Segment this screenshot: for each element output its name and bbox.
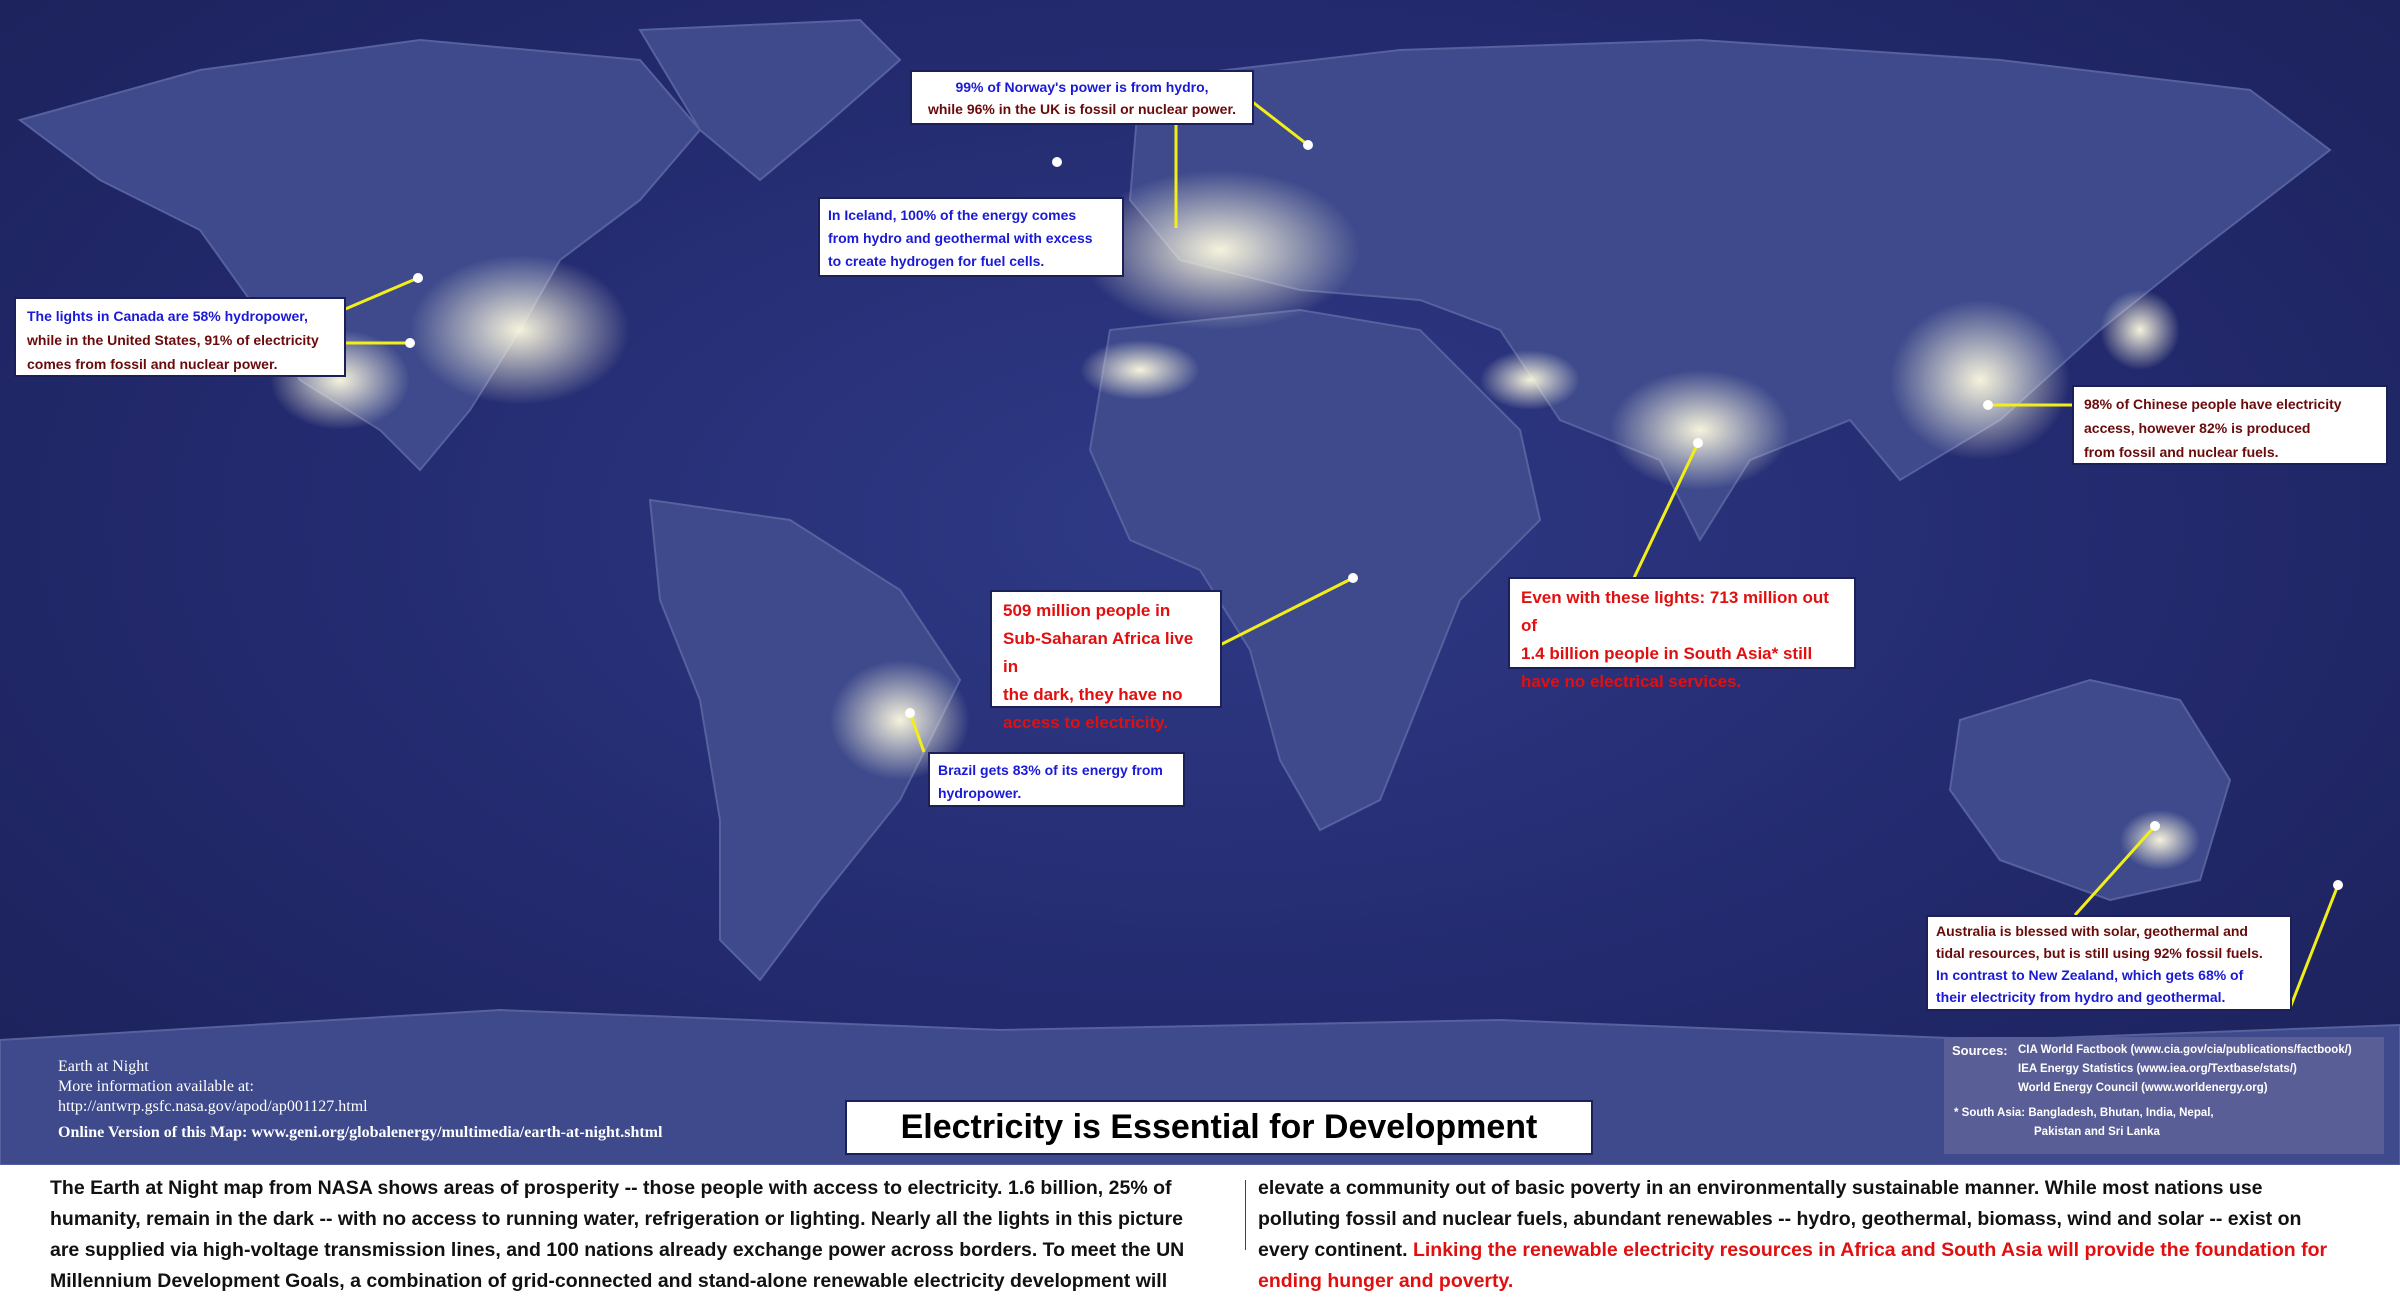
callout-south-asia xyxy=(1508,577,1856,691)
callout-africa xyxy=(990,590,1222,732)
callout-south-asia-line3: have no electrical services. xyxy=(1521,672,1742,691)
callout-canada-line1: The lights in Canada are 58% hydropower, xyxy=(27,308,308,324)
description-text xyxy=(0,1165,2400,1300)
credit-url[interactable]: http://antwrp.gsfc.nasa.gov/apod/ap001127.html xyxy=(58,1098,368,1115)
callout-australia-line3: In contrast to New Zealand, which gets 68% of xyxy=(1936,967,2244,983)
source-item: CIA World Factbook (www.cia.gov/cia/publications/factbook/) xyxy=(2018,1044,2352,1056)
callout-iceland-line2: from hydro and geothermal with excess xyxy=(828,230,1093,246)
callout-australia-line2: tidal resources, but is still using 92% fossil fuels. xyxy=(1936,945,2263,961)
callout-brazil-line2: hydropower. xyxy=(938,785,1022,801)
highlight-line-1: Linking the renewable electricity resources in Africa and South Asia will provide the foundation for xyxy=(1412,1239,2328,1261)
description-line: polluting fossil and nuclear fuels, abundant renewables -- hydro, geothermal, biomass, wind and solar -- exist on xyxy=(1258,1208,2302,1230)
description-line-3-start: every continent. xyxy=(1258,1239,1408,1261)
credit-online-version[interactable]: Online Version of this Map: www.geni.org/globalenergy/multimedia/earth-at-night.shtml xyxy=(58,1124,663,1141)
callout-australia-nz xyxy=(1926,915,2292,1011)
callout-iceland-line1: In Iceland, 100% of the energy comes xyxy=(828,207,1077,223)
callout-canada-us xyxy=(14,297,346,377)
callout-china-line2: access, however 82% is produced xyxy=(2084,420,2311,436)
callout-africa-line4: access to electricity. xyxy=(1003,713,1169,732)
credit-title: Earth at Night xyxy=(58,1058,149,1075)
callout-south-asia-line2: 1.4 billion people in South Asia* still xyxy=(1521,644,1813,663)
callout-norway-line2: while 96% in the UK is fossil or nuclear power. xyxy=(927,101,1237,117)
australia-landmass xyxy=(1950,680,2230,900)
map-credit xyxy=(58,1057,662,1143)
callout-canada-line3: comes from fossil and nuclear power. xyxy=(27,356,278,372)
callout-australia-line1: Australia is blessed with solar, geothermal and xyxy=(1936,923,2248,939)
callout-brazil xyxy=(928,752,1185,807)
callout-iceland-line3: to create hydrogen for fuel cells. xyxy=(828,253,1045,269)
callout-china-line1: 98% of Chinese people have electricity xyxy=(2084,396,2342,412)
description-column-2 xyxy=(1230,1165,2400,1300)
description-line: The Earth at Night map from NASA shows areas of prosperity -- those people with access to electricity. 1.6 billion, 25% of xyxy=(50,1177,1172,1199)
description-line: are supplied via high-voltage transmission lines, and 100 nations already exchange power across borders. To meet the UN xyxy=(50,1239,1185,1261)
description-column-1 xyxy=(0,1165,1230,1300)
sources-panel xyxy=(1944,1037,2384,1154)
credit-more-info: More information available at: xyxy=(58,1078,254,1095)
description-line: Millennium Development Goals, a combination of grid-connected and stand-alone renewable electricity development will xyxy=(50,1270,1168,1292)
callout-australia-line4: their electricity from hydro and geothermal. xyxy=(1936,989,2226,1005)
callout-africa-line1: 509 million people in xyxy=(1003,601,1171,620)
callout-canada-line2: while in the United States, 91% of electricity xyxy=(27,332,319,348)
callout-africa-line2: Sub-Saharan Africa live in xyxy=(1003,629,1194,676)
south-asia-note-line2: Pakistan and Sri Lanka xyxy=(2034,1126,2160,1138)
callout-africa-line3: the dark, they have no xyxy=(1003,685,1183,704)
callout-brazil-line1: Brazil gets 83% of its energy from xyxy=(938,762,1163,778)
description-line: humanity, remain in the dark -- with no access to running water, refrigeration or lighting. Nearly all the lights in this picture xyxy=(50,1208,1183,1230)
callout-china-line3: from fossil and nuclear fuels. xyxy=(2084,444,2279,460)
column-divider xyxy=(1245,1180,1246,1250)
sources-label: Sources: xyxy=(1952,1043,2008,1058)
callout-south-asia-line1: Even with these lights: 713 million out of xyxy=(1521,588,1829,635)
callout-iceland xyxy=(818,197,1124,277)
source-item: World Energy Council (www.worldenergy.org) xyxy=(2018,1082,2268,1094)
map-title: Electricity is Essential for Development xyxy=(845,1100,1593,1155)
highlight-line-2: ending hunger and poverty. xyxy=(1258,1270,1514,1292)
callout-norway-line1: 99% of Norway's power is from hydro, xyxy=(955,79,1209,95)
description-line: elevate a community out of basic poverty in an environmentally sustainable manner. While most nations use xyxy=(1258,1177,2263,1199)
callout-china xyxy=(2072,385,2388,465)
source-item: IEA Energy Statistics (www.iea.org/Textbase/stats/) xyxy=(2018,1063,2297,1075)
description-line xyxy=(1258,1235,2400,1266)
south-asia-note-line1: * South Asia: Bangladesh, Bhutan, India, Nepal, xyxy=(1954,1107,2214,1119)
callout-norway xyxy=(910,70,1254,125)
